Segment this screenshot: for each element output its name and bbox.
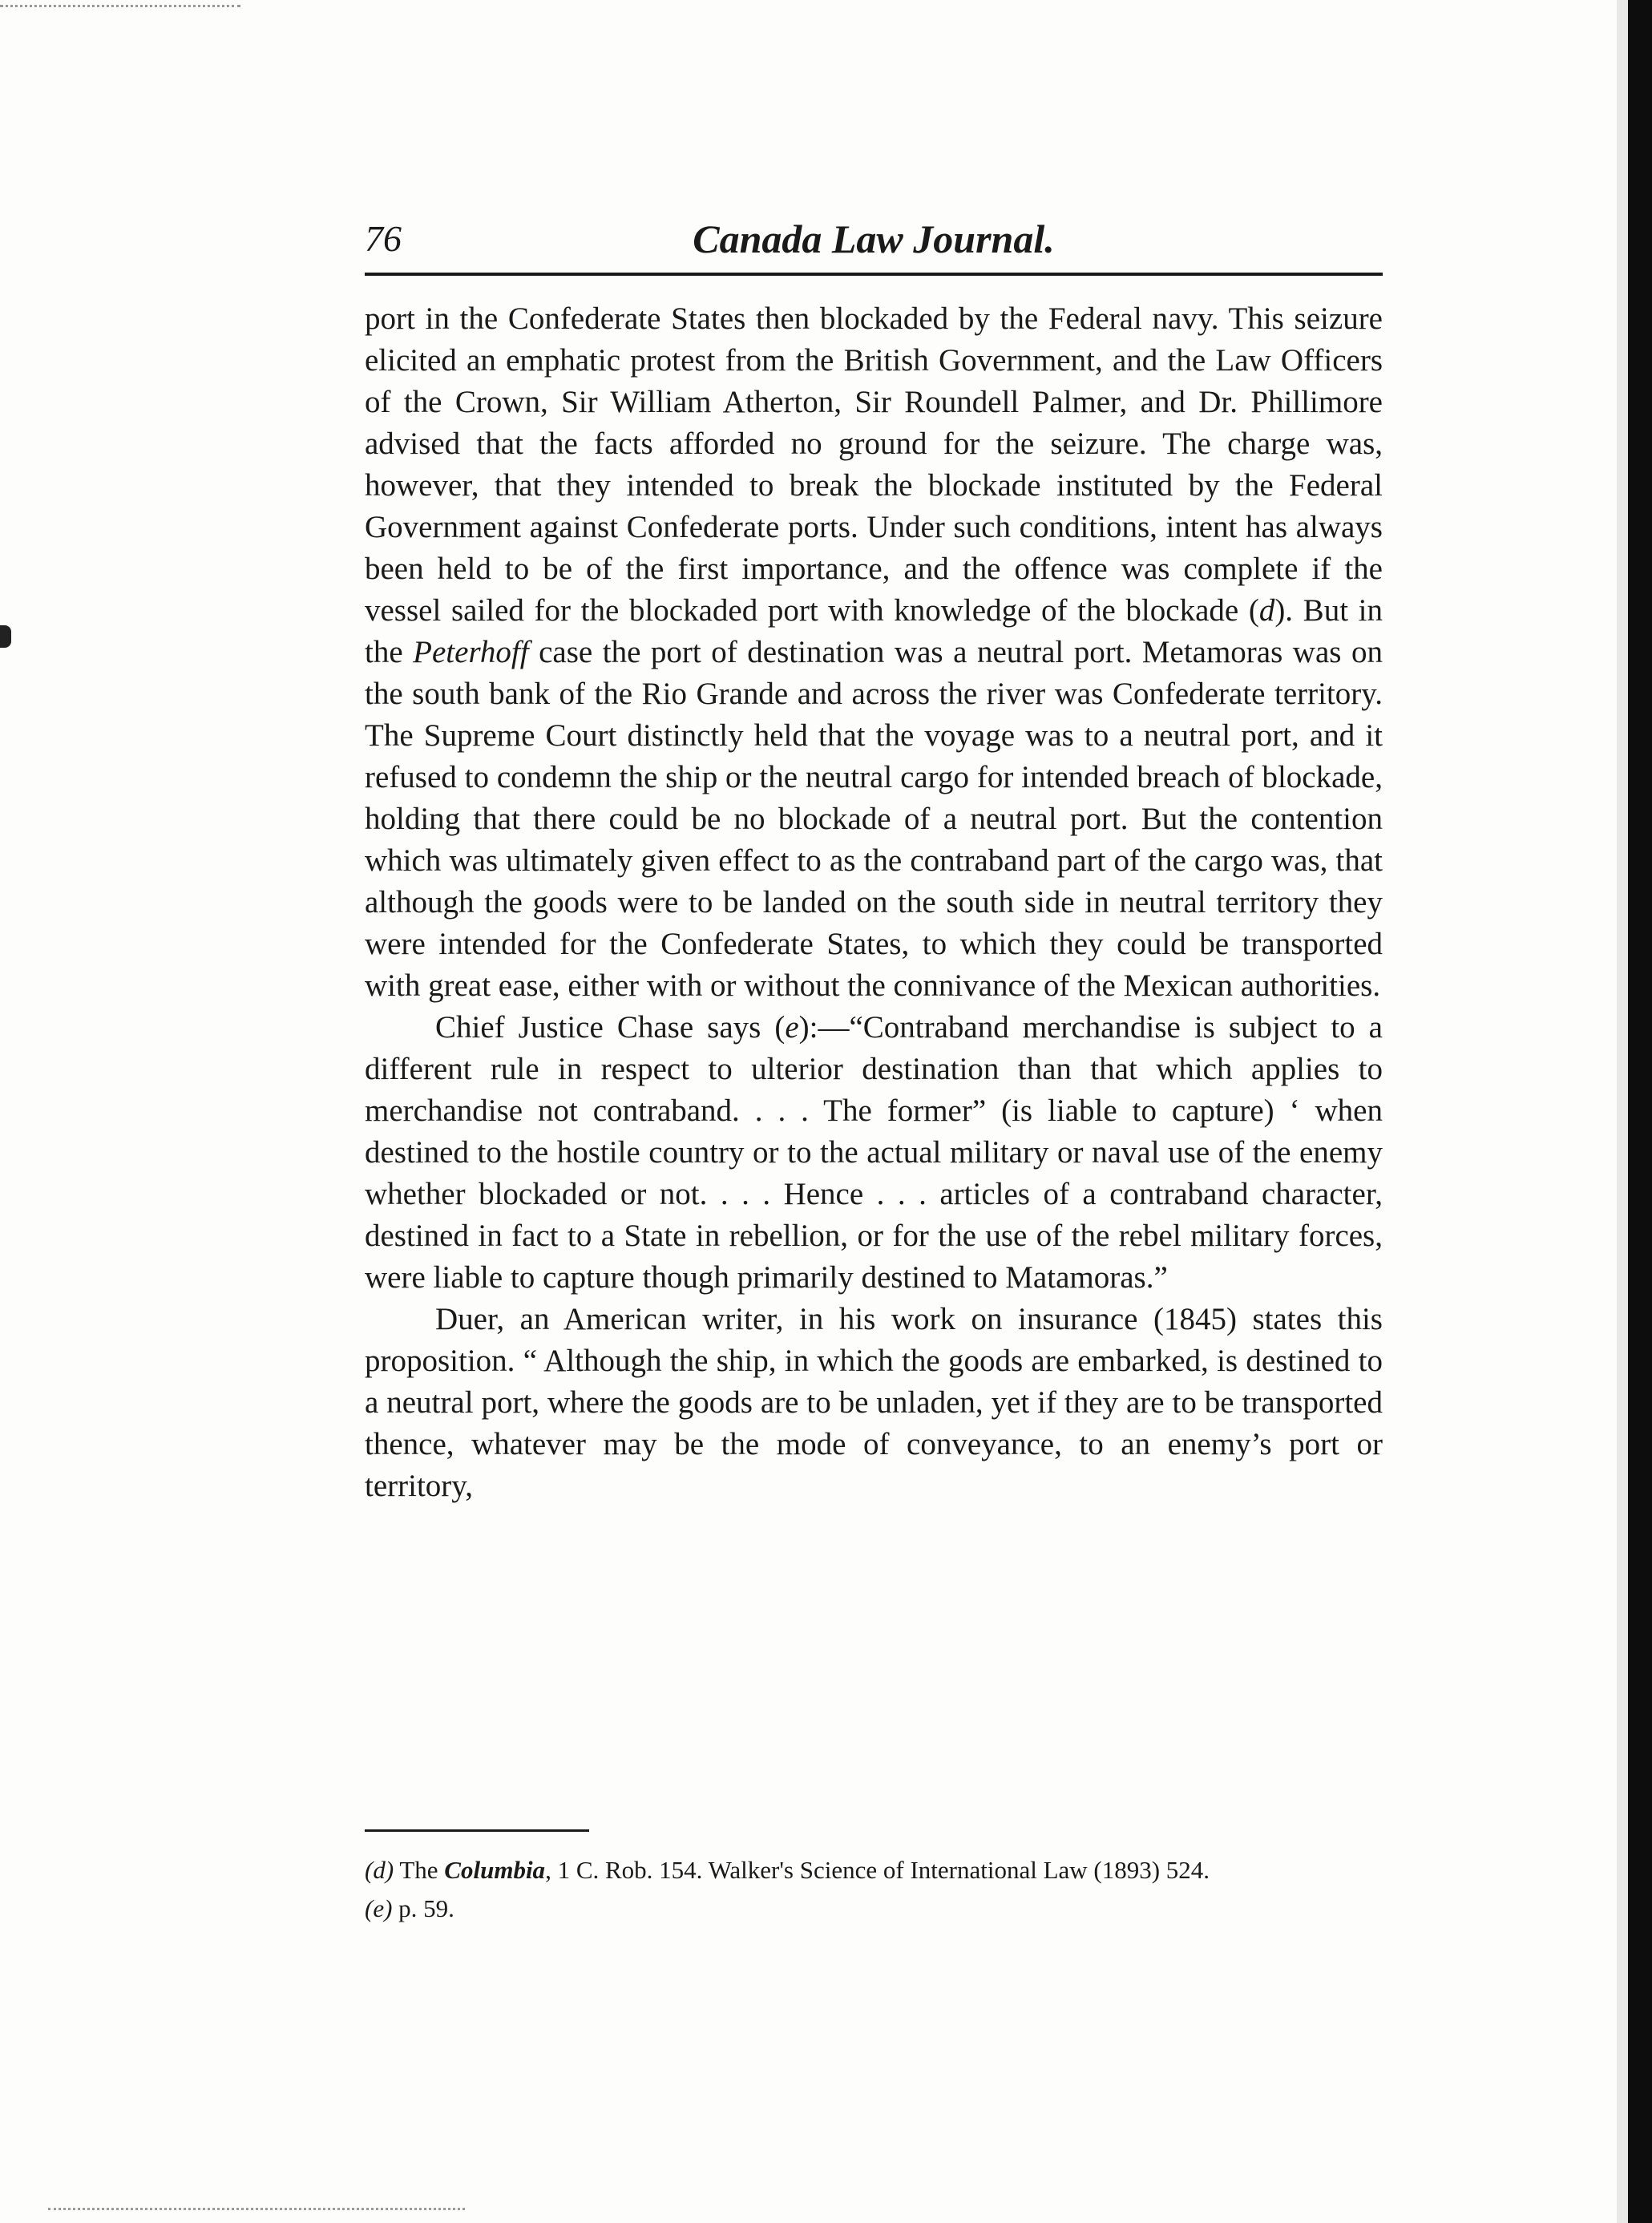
page-number: 76 (365, 218, 402, 259)
scan-noise-top (0, 5, 240, 12)
footnote-e (365, 1892, 1383, 1926)
running-head (365, 207, 1383, 271)
paragraph-2-text-b: ):—“Contraband merchandise is subject to a different rule in respect to ulterior destination than that which applies to merchandise not contraband. . . . The former” (is liable to capture) ‘ when destined to the hostile country or to the actual military or naval use of the enemy whether blockaded or not. . . . Hence . . . articles of a contraband character, destined in fact to a State in rebellion, or for the use of the rebel military forces, were liable to capture though primarily destined to Matamoras.” (365, 1010, 1383, 1295)
journal-title: Canada Law Journal. (693, 216, 1055, 261)
footnote-ref-d: d (1258, 593, 1275, 628)
footnote-d-text-a: The (394, 1856, 445, 1884)
footnote-d-text-b: , 1 C. Rob. 154. Walker's Science of International Law (1893) 524. (545, 1856, 1210, 1884)
header-rule (365, 273, 1383, 276)
paragraph-3: Duer, an American writer, in his work on insurance (1845) states this proposition. “ Although the ship, in which the goods are embarked, is destined to a neutral port, where the goods are to be unladen, yet if they are to be transported thence, whatever may be the mode of conveyance, to an enemy’s port or territory, (365, 1302, 1383, 1503)
paragraph-1-text-b: ). But in the (365, 593, 1383, 669)
binding-gap (1617, 0, 1628, 2223)
paragraph-1 (365, 298, 1383, 1007)
paragraph-2-text-a: Chief Justice Chase says ( (435, 1010, 786, 1045)
scan-noise-bottom (48, 2208, 465, 2215)
footnote-d-case: Columbia (444, 1856, 546, 1884)
footnote-d-mark: (d) (365, 1856, 394, 1884)
footnote-rule (365, 1829, 589, 1832)
body-text (365, 298, 1383, 1507)
footnote-d (365, 1853, 1383, 1887)
paragraph-1-text-a: port in the Confederate States then blockaded by the Federal navy. This seizure elicited an emphatic protest from the British Government, and the Law Officers of the Crown, Sir William Atherton, Sir Roundell Palmer, and Dr. Phillimore advised that the facts afforded no ground for the seizure. The charge was, however, that they intended to break the blockade instituted by the Federal Government against Confederate ports. Under such conditions, intent has always been held to be of the first importance, and the offence was complete if the vessel sailed for the blockaded port with knowledge of the blockade ( (365, 301, 1383, 628)
footnote-e-text: p. 59. (392, 1894, 454, 1922)
paragraph-2 (365, 1007, 1383, 1299)
left-edge-mark (0, 625, 11, 648)
footnotes (365, 1853, 1383, 1930)
binding-edge (1628, 0, 1652, 2223)
case-name-peterhoff: Peterhoff (413, 635, 529, 669)
footnote-ref-e: e (785, 1010, 799, 1045)
footnote-e-mark: (e) (365, 1894, 393, 1922)
paragraph-1-text-c: case the port of destination was a neutral port. Metamoras was on the south bank of the Rio Grande and across the river was Confederate territory. The Supreme Court distinctly held that the voyage was to a neutral port, and it refused to condemn the ship or the neutral cargo for intended breach of blockade, holding that there could be no blockade of a neutral port. But the contention which was ultimately given effect to as the contraband part of the cargo was, that although the goods were to be landed on the south side in neutral territory they were intended for the Confederate States, to which they could be transported with great ease, either with or without the connivance of the Mexican authorities. (365, 635, 1383, 1003)
